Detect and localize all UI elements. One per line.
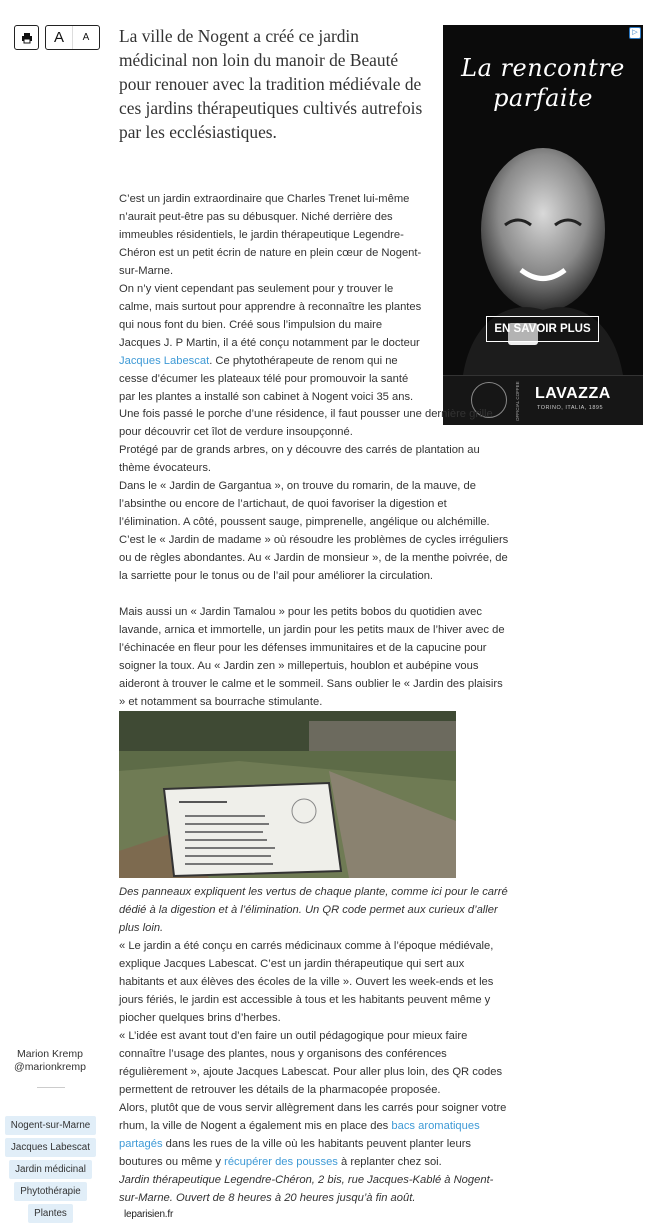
link-bacs-aromatiques[interactable]: bacs aromatiques partagés (119, 1120, 480, 1150)
ad-side-text: OFFICIAL COFFEE (515, 381, 520, 421)
paragraph-text: Alors, plutôt que de vous servir allègrement dans les carrés pour soigner votre rhum, la ville de Nogent a également mis en place des (119, 1102, 507, 1132)
tag-list (0, 1116, 101, 1226)
paragraph: Protégé par de grands arbres, on y découvre des carrés de plantation au thème évocateurs. (119, 444, 480, 474)
author-block (0, 1048, 100, 1074)
paragraph: Mais aussi un « Jardin Tamalou » pour les petits bobos du quotidien avec lavande, arnica et immortelle, un jardin pour les petits maux de l’hiver avec de l’échinacée en fleur pour les défenses immunitaires et de la capucine pour soigner la toux. Au « Jardin zen » millepertuis, houblon et aubépine vous aideront à trouver le calme et le sommeil. Sans oublier le « Jardin des plaisirs » et notamment sa bourrache stimulante. (119, 606, 505, 708)
paragraph: Dans le « Jardin de Gargantua », on trouve du romarin, de la mauve, de l’absinthe ou encore de l’artichaut, de quoi favoriser la digestion et l’élimination. A côté, poussent sauge, pimprenelle, angélique ou alchémille. C’est le « Jardin de madame » où résoudre les problèmes de cycles irréguliers ou de règles abondantes. Au « Jardin de monsieur », de la menthe poivrée, de la sarriette pour le tonus ou de l’ail pour améliorer la circulation. (119, 480, 509, 582)
ad-brand-subtitle: TORINO, ITALIA, 1895 (537, 405, 604, 411)
article-toolbar (14, 25, 100, 50)
divider (37, 1087, 65, 1088)
tag-phytotherapie[interactable]: Phytothérapie (14, 1182, 86, 1201)
paragraph-text: On n’y vient cependant pas seulement pour y trouver le calme, mais surtout pour apprendre à reconnaître les plantes qui nous font du bien. Créé sous l’impulsion du maire Jacques J. P Martin, il a été conçu notamment par le docteur (119, 283, 422, 349)
source-logo: leparisien.fr (124, 1209, 174, 1220)
ad-brand-logo: LAVAZZA (535, 385, 611, 402)
ad-headline: La rencontre parfaite (461, 54, 625, 112)
paragraph: C’est un jardin extraordinaire que Charles Trenet lui-même n’aurait peut-être pas su débusquer. Niché derrière des immeubles résidentiels, le jardin thérapeutique Legendre-Chéron est un petit écrin de nature en plein cœur de Nogent-sur-Marne. (119, 193, 422, 277)
paragraph: « L’idée est avant tout d’en faire un outil pédagogique pour mieux faire connaître l’usage des plantes, nous y organisons des conférences régulièrement », ajoute Jacques Labescat. Pour aller plus loin, des QR codes permettent de retrouver les détails de la pharmacopée proposée. (119, 1030, 503, 1096)
garden-photo-image (119, 711, 456, 878)
paragraph-text: dans les rues de la ville où les habitants peuvent planter leurs boutures ou même y (119, 1138, 472, 1168)
address-note: Jardin thérapeutique Legendre-Chéron, 2 bis, rue Jacques-Kablé à Nogent-sur-Marne. Ouvert de 8 heures à 20 heures jusqu’à fin août. (119, 1174, 494, 1204)
paragraph-text: à replanter chez soi. (337, 1156, 442, 1168)
tag-nogent-sur-marne[interactable]: Nogent-sur-Marne (5, 1116, 97, 1135)
tag-jacques-labescat[interactable]: Jacques Labescat (5, 1138, 96, 1157)
article-photo[interactable] (119, 711, 456, 878)
adchoices-icon[interactable]: ▷ (629, 27, 641, 39)
photo-caption: Des panneaux expliquent les vertus de chaque plante, comme ici pour le carré dédié à la digestion et à l’élimination. Un QR code permet aux curieux d’aller plus loin. (119, 886, 508, 934)
font-size-controls (45, 25, 100, 50)
paragraph: Une fois passé le porche d’une résidence, il faut pousser une dernière grille pour découvrir cet îlot de verdure insoupçonné. (119, 408, 493, 438)
tag-jardin-medicinal[interactable]: Jardin médicinal (9, 1160, 92, 1179)
author-name[interactable]: Marion Kremp (17, 1048, 83, 1060)
font-increase-button[interactable]: A (53, 29, 64, 46)
printer-icon (21, 32, 33, 44)
advertisement[interactable] (443, 25, 643, 425)
article-body-bottom (119, 883, 511, 1207)
font-decrease-button[interactable]: A (72, 26, 99, 49)
ad-cta-button[interactable]: EN SAVOIR PLUS (486, 316, 599, 342)
article-body-top (119, 190, 425, 406)
author-handle[interactable]: @marionkremp (14, 1061, 86, 1073)
paragraph (119, 280, 425, 406)
tag-plantes[interactable]: Plantes (28, 1204, 73, 1223)
paragraph-text: . Ce phytothérapeute de renom qui ne cesse d’écumer les plateaux télé pour promouvoir la santé par les plantes a installé son cabinet à Nogent voici 35 ans. (119, 355, 414, 403)
paragraph (119, 1099, 511, 1171)
link-jacques-labescat[interactable]: Jacques Labescat (119, 355, 210, 367)
link-recuperer-pousses[interactable]: récupérer des pousses (224, 1156, 338, 1168)
paragraph: « Le jardin a été conçu en carrés médicinaux comme à l’époque médiévale, explique Jacques Labescat. C’est un jardin thérapeutique qui sert aux habitants et aux élèves des écoles de la ville ». Ouvert les week-ends et les jours fériés, le jardin est accessible à tous et les habitants peuvent même y piocher quelques brins d’herbes. (119, 940, 494, 1024)
print-button[interactable] (14, 25, 39, 50)
article-body-middle (119, 405, 511, 711)
article-lead: La ville de Nogent a créé ce jardin médicinal non loin du manoir de Beauté pour renouer avec la tradition médiévale de ces jardins thérapeutiques cultivés autrefois par les ecclésiastiques. (119, 26, 423, 142)
